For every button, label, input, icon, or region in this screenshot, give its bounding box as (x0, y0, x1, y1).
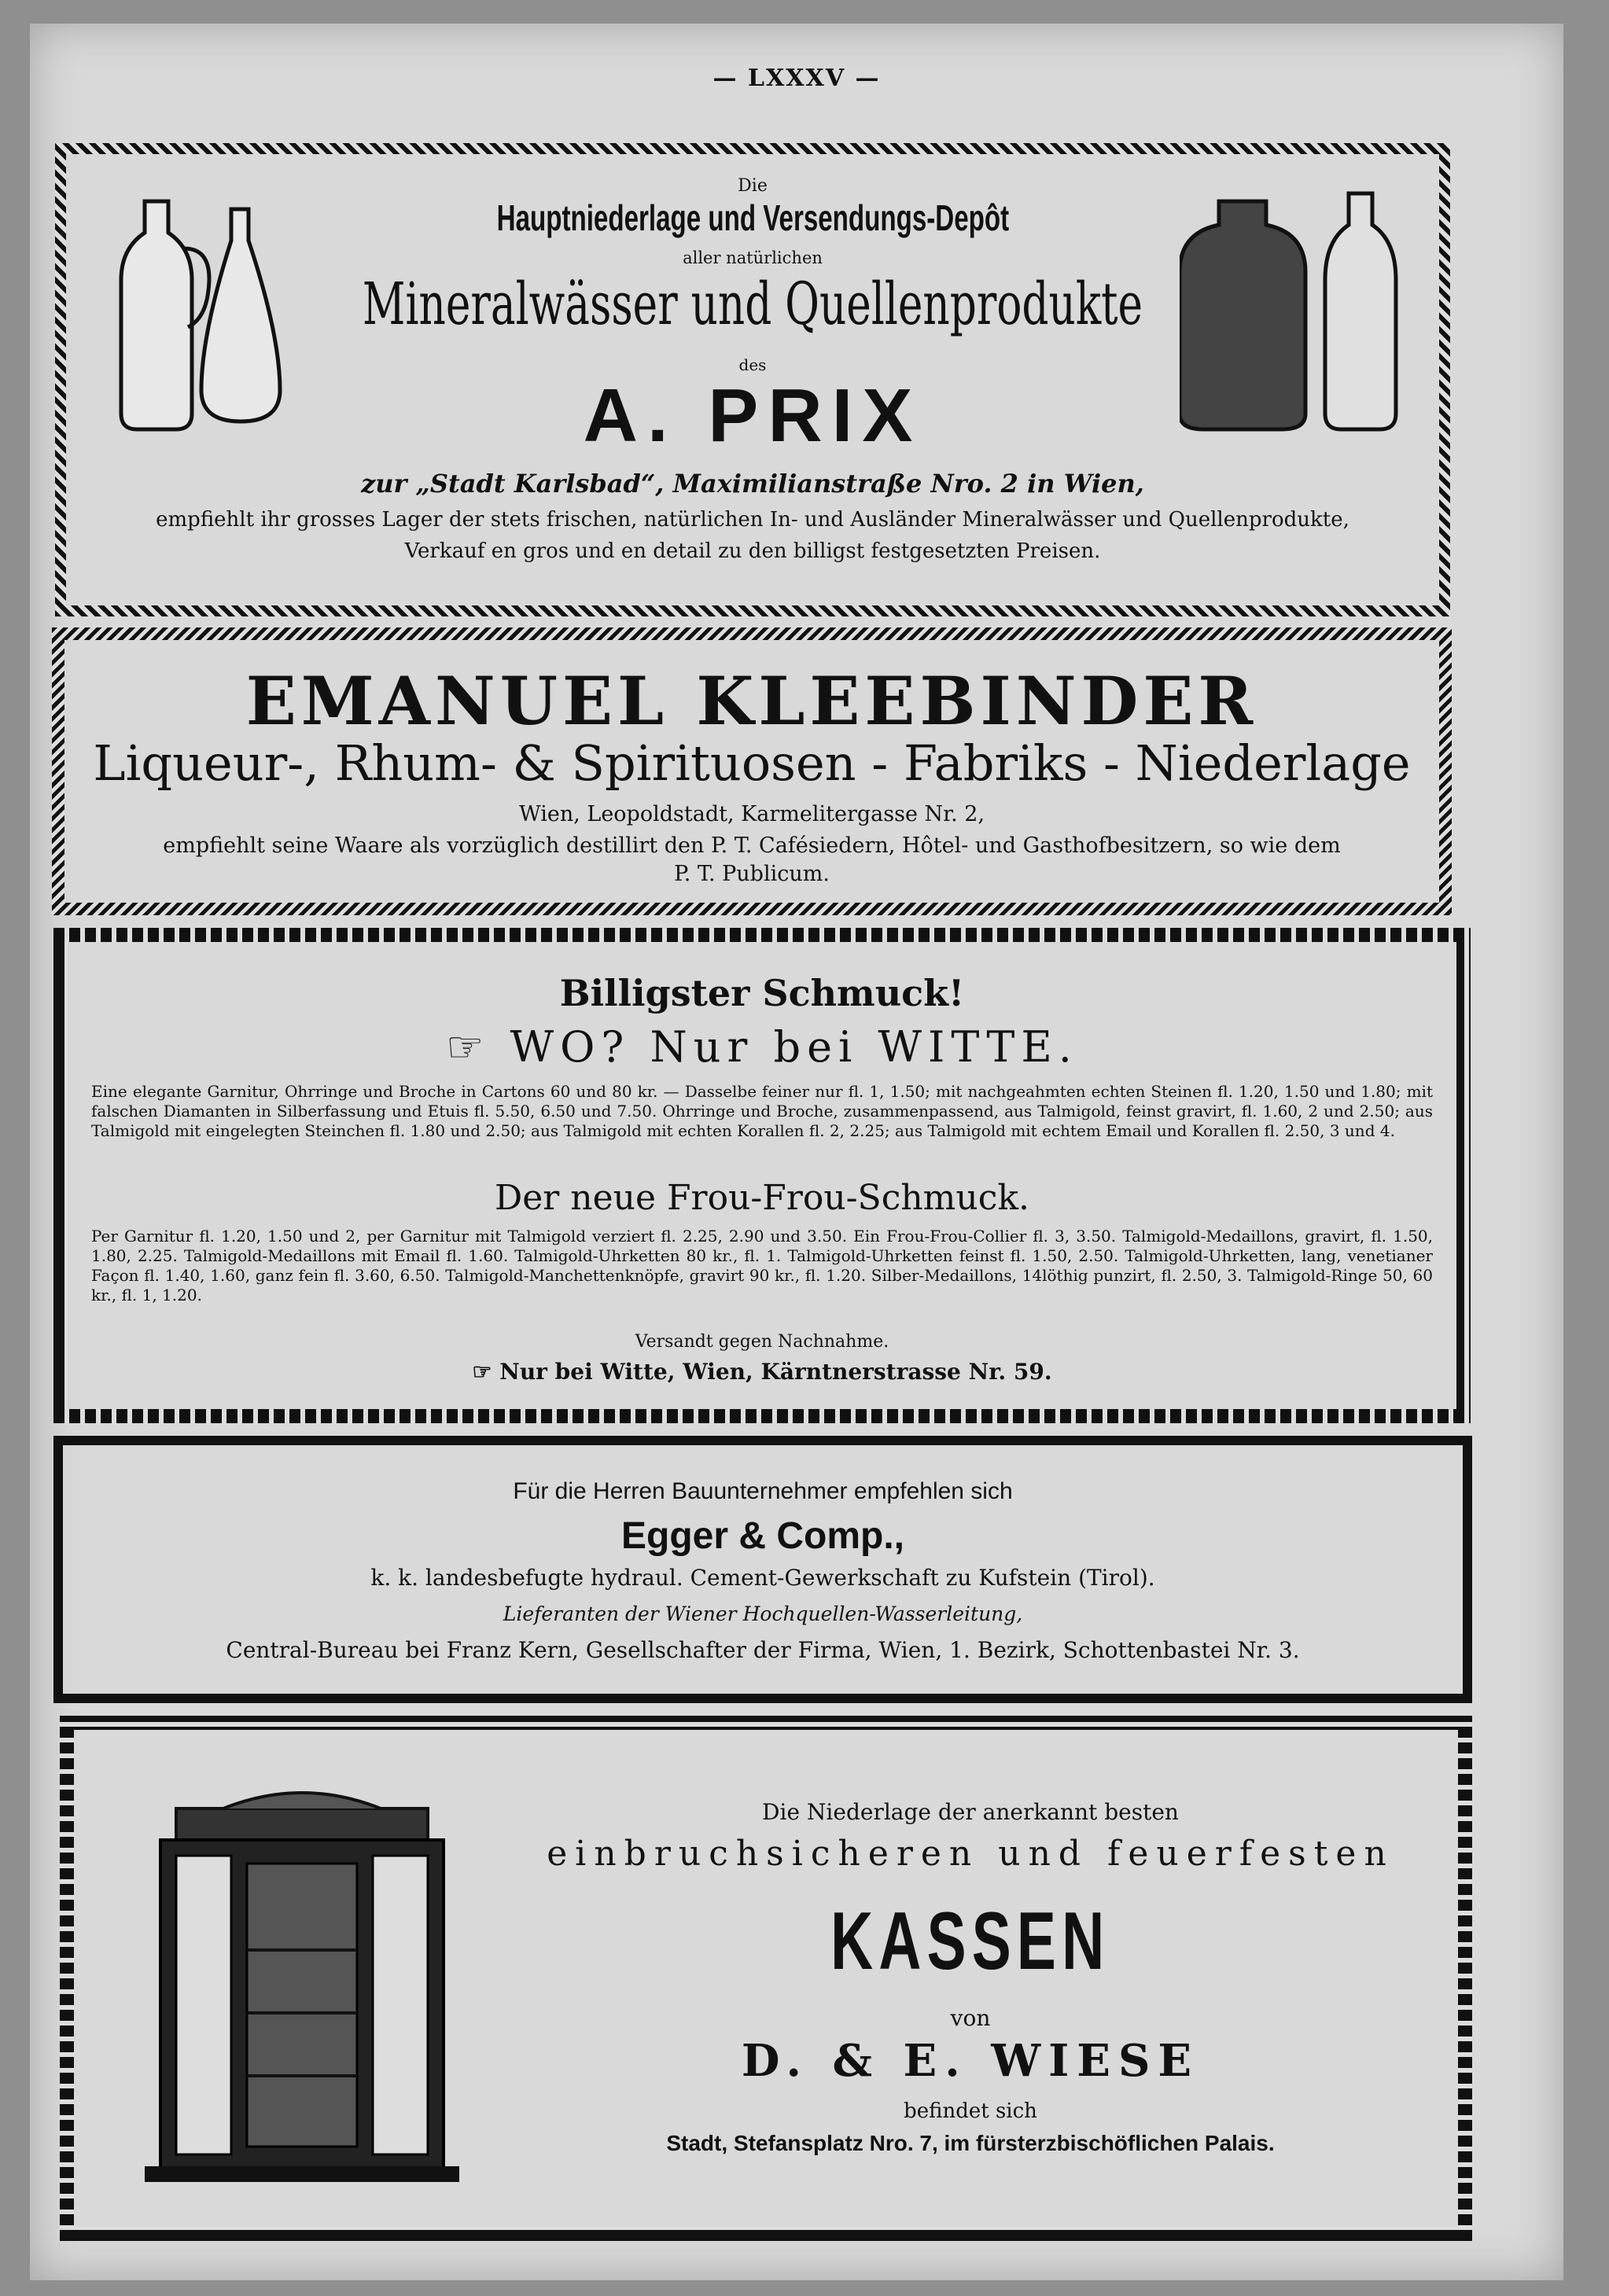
ad-kleebinder-address: Wien, Leopoldstadt, Karmelitergasse Nr. 2, (518, 802, 985, 826)
ad-prix-line2: Verkauf en gros und en detail zu den billigst festgesetzten Preisen. (404, 539, 1101, 563)
ad-kleebinder-line2: P. T. Publicum. (674, 862, 830, 886)
ad-witte (53, 928, 1471, 1423)
ad-egger-name: Egger & Comp., (620, 1515, 905, 1557)
ad-wiese-line1: Die Niederlage der anerkannt besten (762, 1799, 1179, 1825)
ad-prix-name: A. PRIX (583, 373, 922, 458)
ad-witte-para1: Eine elegante Garnitur, Ohrringe und Broche in Cartons 60 und 80 kr. — Dasselbe feiner nur fl. 1, 1.50; mit nachgeahmten echten Steinen fl. 1.20, 1.50 und 1.80; mit falschen Diamanten in Silberfassung und Etuis fl. 5.50, 6.50 und 7.50. Ohrringe und Broche, zusammenpassend, aus Talmigold, feinst gravirt, fl. 1.60, 2 und 2.50; aus Talmigold mit eingelegten Steinchen fl. 1.80 und 2.50; aus Talmigold mit echten Korallen fl. 2, 2.25; aus Talmigold mit echtem Email und Korallen fl. 2.50, 3 und 4. (91, 1082, 1433, 1140)
ad-egger-line5: Central-Bureau bei Franz Kern, Gesellschafter der Firma, Wien, 1. Bezirk, Schottenbastei Nr. 3. (226, 1637, 1300, 1663)
ad-wiese-line3: KASSEN (830, 1896, 1110, 1987)
ad-wiese-line2: einbruchsicheren und feuerfesten (547, 1834, 1394, 1874)
pointing-hand-icon: ☞ (472, 1359, 500, 1385)
ad-prix-address: zur „Stadt Karlsbad“, Maximilianstraße Nro. 2 in Wien, (361, 469, 1144, 499)
ad-witte-title: Billigster Schmuck! (559, 972, 965, 1014)
ad-prix-aller: aller natürlichen (683, 248, 823, 267)
ad-prix-line1: empfiehlt ihr grosses Lager der stets frischen, natürlichen In- und Ausländer Mineralwässer und Quellenprodukte, (156, 508, 1349, 532)
safe-icon (129, 1777, 475, 2186)
ad-wiese (60, 1716, 1472, 2241)
ad-egger-line3: k. k. landesbefugte hydraul. Cement-Gewerkschaft zu Kufstein (Tirol). (370, 1565, 1155, 1591)
ad-prix (55, 143, 1450, 616)
ad-wiese-line4: von (950, 2005, 991, 2031)
pointing-hand-icon: ☞ (446, 1022, 510, 1072)
ad-witte-para2: Per Garnitur fl. 1.20, 1.50 und 2, per Garnitur mit Talmigold verziert fl. 2.25, 2.90 und 3.50. Ein Frou-Frou-Collier fl. 3, 3.50. Talmigold-Medaillons, gravirt, fl. 1.50, 1.80, 2.25. Talmigold-Medaillons mit Email fl. 1.60. Talmigold-Uhrketten 80 kr., fl. 1. Talmigold-Uhrketten feinst fl. 1.50, 2.50. Talmigold-Uhrketten, lang, venetianer Façon fl. 1.40, 1.60, ganz fein fl. 3.60, 6.50. Talmigold-Manchettenknöpfe, gravirt 90 kr., fl. 1.20. Silber-Medaillons, 14löthig punzirt, fl. 2.50, 3. Talmigold-Ringe 50, 60 kr., fl. 1, 1.20. (91, 1227, 1433, 1304)
ad-wiese-line6: befindet sich (904, 2099, 1037, 2123)
ad-witte-frou: Der neue Frou-Frou-Schmuck. (494, 1178, 1030, 1218)
ad-prix-des: des (738, 355, 767, 374)
ad-kleebinder-subtitle: Liqueur-, Rhum- & Spirituosen - Fabriks - Niederlage (93, 734, 1411, 792)
ad-egger-line4: Lieferanten der Wiener Hochquellen-Wasserleitung, (503, 1602, 1023, 1625)
ad-kleebinder-line1: empfiehlt seine Waare als vorzüglich destillirt den P. T. Cafésiedern, Hôtel- und Gasthofbesitzern, so wie dem (163, 833, 1341, 858)
ad-witte-wo: ☞ WO? Nur bei WITTE. (446, 1022, 1078, 1072)
ad-prix-mineral: Mineralwässer und Quellenprodukte (362, 270, 1143, 338)
ad-egger (53, 1436, 1472, 1703)
ad-kleebinder (52, 627, 1452, 915)
ad-witte-versandt: Versandt gegen Nachnahme. (635, 1332, 889, 1352)
ad-prix-die: Die (738, 176, 768, 196)
newspaper-page (30, 24, 1563, 2280)
ad-kleebinder-name: EMANUEL KLEEBINDER (245, 662, 1258, 740)
ad-witte-nur: ☞ Nur bei Witte, Wien, Kärntnerstrasse Nr. 59. (472, 1359, 1052, 1385)
ad-wiese-line7: Stadt, Stefansplatz Nro. 7, im fürsterzbischöflichen Palais. (666, 2131, 1275, 2155)
ad-wiese-line5: D. & E. WIESE (741, 2035, 1200, 2087)
ad-egger-line1: Für die Herren Bauunternehmer empfehlen sich (513, 1478, 1013, 1504)
page-number: — LXXXV — (712, 64, 881, 92)
ad-prix-heading: Hauptniederlage und Versendungs-Depôt (496, 197, 1009, 238)
